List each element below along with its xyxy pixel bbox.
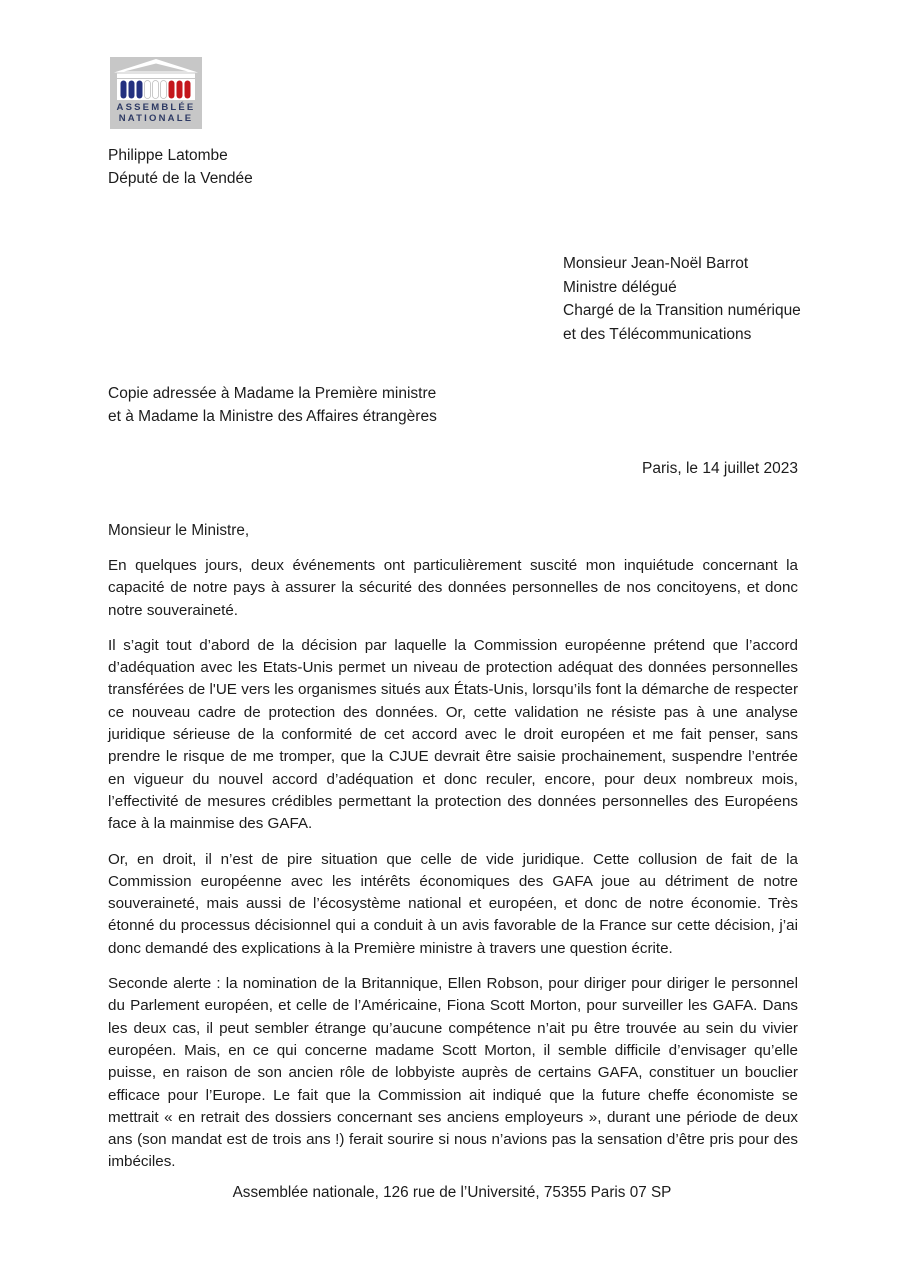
sender-block bbox=[108, 144, 253, 190]
paragraph-3: Or, en droit, il n’est de pire situation que celle de vide juridique. Cette collusion de fait de la Commission européenne avec les intérêts économiques des GAFA joue au détriment de notre souveraineté, mais aussi de l’écosystème national et européen, et donc de notre économie. Très étonné du processus décisionnel qui a conduit à un avis favorable de la France sur cette décision, j’ai donc demandé des explications à la Première ministre à travers une question écrite. bbox=[108, 850, 798, 957]
logo-text-line1: ASSEMBLÉE bbox=[116, 102, 196, 113]
recipient-block bbox=[563, 252, 801, 346]
sender-title: Député de la Vendée bbox=[108, 170, 253, 187]
assemblee-nationale-logo bbox=[110, 57, 202, 129]
letter-body bbox=[108, 460, 798, 1187]
sender-name: Philippe Latombe bbox=[108, 147, 228, 164]
recipient-line: Ministre délégué bbox=[563, 278, 677, 296]
footer-address: Assemblée nationale, 126 rue de l’Université, 75355 Paris 07 SP bbox=[232, 1184, 672, 1201]
recipient-line: Chargé de la Transition numérique bbox=[563, 302, 801, 320]
copy-notice-line: et à Madame la Ministre des Affaires étrangères bbox=[108, 408, 437, 425]
paragraph-4: Seconde alerte : la nomination de la Britannique, Ellen Robson, pour diriger pour diriger le personnel du Parlement européen, et celle de l’Américaine, Fiona Scott Morton, pour surveiller les GAFA. Dans les deux cas, il peut sembler étrange qu’aucune compétence n’ait pu être trouvée au sein du vivier européen. Mais, en ce qui concerne madame Scott Morton, il semble difficile d’envisager qu’elle puisse, en raison de son ancien rôle de lobbyiste auprès de certains GAFA, constituer un bouclier efficace pour l’Europe. Le fait que la Commission ait indiqué que la future cheffe économiste se mettrait « en retrait des dossiers concernant ses anciens employeurs », durant une période de deux ans (son mandat est de trois ans !) ferait sourire si nous n’avions pas la sensation d’être pris pour des imbéciles. bbox=[108, 975, 798, 1171]
assemblee-temple-icon bbox=[110, 57, 202, 103]
paragraph-2: Il s’agit tout d’abord de la décision par laquelle la Commission européenne prétend que l’accord d’adéquation avec les Etats-Unis permet un niveau de protection adéquat des données personnelles transférées de l'UE vers les organismes situés aux États-Unis, lorsqu’ils font la démarche de respecter ce nouveau cadre de protection des données. Or, cette validation ne résiste pas à une analyse juridique sérieuse de la conformité de cet accord avec le droit européen et me fait penser, sans prendre le risque de me tromper, que la CJUE devrait être saisie prochainement, suspendre l’entrée en vigueur du nouvel accord d’adéquation et donc reculer, encore, pour deux nombreux mois, l’effectivité de mesures crédibles permettant la protection des données personnelles des Européens face à la mainmise des GAFA. bbox=[108, 636, 798, 833]
date-line: Paris, le 14 juillet 2023 bbox=[642, 460, 798, 477]
recipient-line: Monsieur Jean-Noël Barrot bbox=[563, 255, 749, 272]
recipient-line: et des Télécommunications bbox=[563, 325, 752, 343]
copy-notice-line: Copie adressée à Madame la Première ministre bbox=[108, 385, 437, 402]
paragraph-1: En quelques jours, deux événements ont particulièrement suscité mon inquiétude concernant la capacité de notre pays à assurer la sécurité des données personnelles de nos concitoyens, et donc notre souveraineté. bbox=[108, 557, 798, 619]
copy-notice-block bbox=[108, 382, 437, 428]
logo-text-line2: NATIONALE bbox=[118, 113, 194, 124]
salutation: Monsieur le Ministre, bbox=[108, 522, 250, 539]
